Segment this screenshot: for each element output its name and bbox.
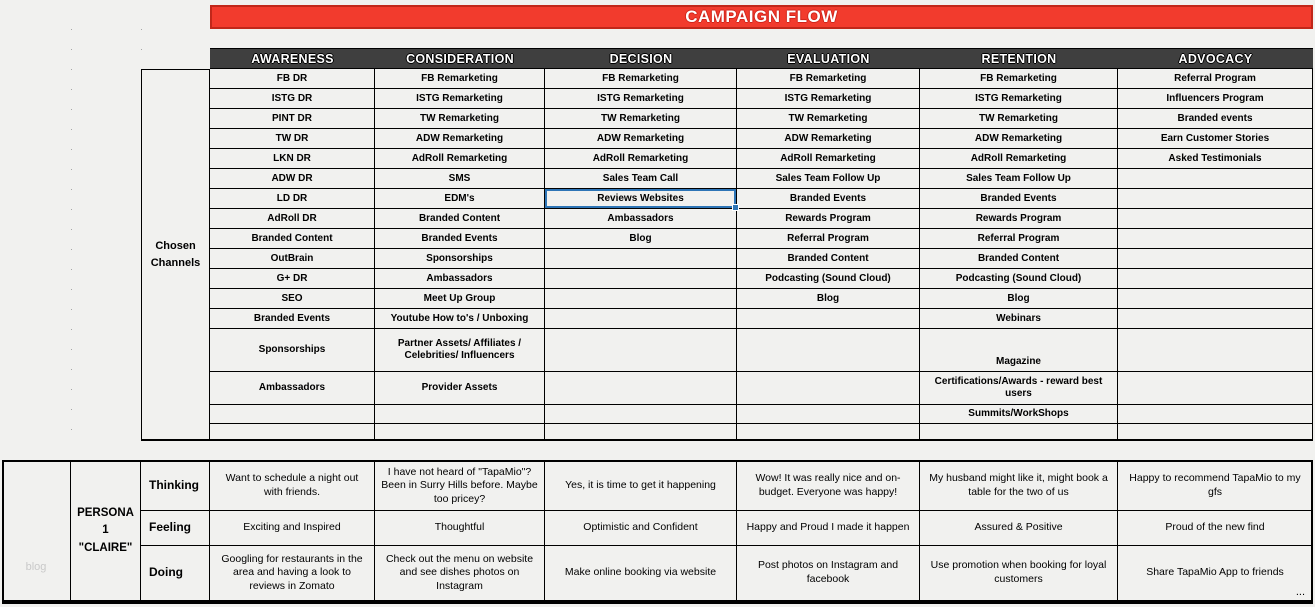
side-note-text: blog (25, 560, 47, 573)
channel-cell[interactable] (545, 372, 737, 405)
channel-cell[interactable]: Ambassadors (375, 269, 545, 289)
channel-cell[interactable]: SEO (210, 289, 375, 309)
persona-cell[interactable]: Check out the menu on website and see dishes photos on Instagram (375, 546, 545, 600)
channel-cell[interactable]: AdRoll Remarketing (375, 149, 545, 169)
channel-cell[interactable] (1118, 189, 1313, 209)
channel-cell[interactable]: Ambassadors (545, 209, 737, 229)
channel-cell[interactable] (1118, 229, 1313, 249)
channel-cell[interactable] (737, 372, 920, 405)
persona-name-cell[interactable] (71, 462, 141, 600)
channel-cell[interactable]: Blog (545, 229, 737, 249)
channel-cell[interactable]: Webinars (920, 309, 1118, 329)
channel-cell[interactable] (545, 405, 737, 424)
channel-cell[interactable] (1118, 309, 1313, 329)
column-header-advocacy[interactable]: ADVOCACY (1118, 48, 1313, 69)
channel-cell[interactable]: FB Remarketing (375, 69, 545, 89)
channel-cell[interactable]: Podcasting (Sound Cloud) (920, 269, 1118, 289)
channel-cell[interactable] (920, 424, 1118, 441)
channel-cell[interactable]: ISTG Remarketing (545, 89, 737, 109)
channel-cell[interactable]: Partner Assets/ Affiliates / Celebrities/ Influencers (375, 329, 545, 372)
channel-cell[interactable] (545, 309, 737, 329)
selected-cell[interactable]: Reviews Websites (545, 189, 737, 209)
channel-cell[interactable]: Sales Team Call (545, 169, 737, 189)
channel-cell[interactable]: Blog (920, 289, 1118, 309)
persona-name-line1: PERSONA 1 (77, 507, 134, 537)
row-label-feeling[interactable]: Feeling (141, 511, 210, 546)
page-title: CAMPAIGN FLOW (685, 7, 838, 26)
channel-cell[interactable]: Provider Assets (375, 372, 545, 405)
persona-cell[interactable]: Optimistic and Confident (545, 511, 737, 546)
channel-cell[interactable]: Branded Events (920, 189, 1118, 209)
channel-cell[interactable] (375, 424, 545, 441)
channel-cell[interactable] (1118, 372, 1313, 405)
channel-cell[interactable]: Branded events (1118, 109, 1313, 129)
column-header-consideration[interactable]: CONSIDERATION (375, 48, 545, 69)
persona-cell[interactable]: Proud of the new find (1118, 511, 1313, 546)
channel-cell[interactable]: Summits/WorkShops (920, 405, 1118, 424)
persona-cell[interactable]: Yes, it is time to get it happening (545, 462, 737, 511)
channel-cell[interactable]: ADW Remarketing (737, 129, 920, 149)
channel-cell[interactable] (210, 405, 375, 424)
gridline-dots (141, 29, 142, 69)
persona-cell[interactable]: My husband might like it, might book a table for the two of us (920, 462, 1118, 511)
channel-cell[interactable]: ADW Remarketing (375, 129, 545, 149)
channel-cell[interactable]: FB Remarketing (545, 69, 737, 89)
channel-cell[interactable] (737, 309, 920, 329)
channel-cell[interactable]: PINT DR (210, 109, 375, 129)
channel-cell[interactable]: Sales Team Follow Up (737, 169, 920, 189)
channel-cell[interactable] (1118, 405, 1313, 424)
channel-cell[interactable]: FB Remarketing (737, 69, 920, 89)
channel-cell[interactable]: TW Remarketing (920, 109, 1118, 129)
channel-cell[interactable]: Branded Events (210, 309, 375, 329)
channel-cell[interactable] (545, 269, 737, 289)
channel-cell[interactable]: AdRoll Remarketing (737, 149, 920, 169)
persona-cell[interactable]: Happy to recommend TapaMio to my gfs (1118, 462, 1313, 511)
persona-cell[interactable]: Exciting and Inspired (210, 511, 375, 546)
channel-cell[interactable]: AdRoll DR (210, 209, 375, 229)
channel-cell[interactable] (1118, 424, 1313, 441)
channel-cell[interactable] (737, 405, 920, 424)
row-group-label-chosen-channels[interactable] (141, 69, 210, 441)
channel-cell[interactable]: ADW Remarketing (545, 129, 737, 149)
channel-cell[interactable]: TW Remarketing (545, 109, 737, 129)
channel-cell[interactable]: Referral Program (737, 229, 920, 249)
row-group-label-text: Chosen Channels (150, 240, 201, 269)
channel-cell[interactable] (1118, 249, 1313, 269)
persona-cell[interactable]: I have not heard of "TapaMio"? Been in Surry Hills before. Maybe too pricey? (375, 462, 545, 511)
channel-cell[interactable]: Magazine (920, 329, 1118, 372)
column-header-awareness[interactable]: AWARENESS (210, 48, 375, 69)
channel-cell[interactable]: Ambassadors (210, 372, 375, 405)
channel-cell[interactable] (1118, 329, 1313, 372)
channel-cell[interactable]: Earn Customer Stories (1118, 129, 1313, 149)
channel-cell[interactable]: EDM's (375, 189, 545, 209)
persona-cell[interactable]: Happy and Proud I made it happen (737, 511, 920, 546)
channel-cell[interactable]: Youtube How to's / Unboxing (375, 309, 545, 329)
channel-cell[interactable]: Branded Events (737, 189, 920, 209)
channel-cell[interactable]: TW Remarketing (737, 109, 920, 129)
persona-name-line2: "CLAIRE" (78, 541, 133, 554)
channel-cell[interactable]: Asked Testimonials (1118, 149, 1313, 169)
channel-cell[interactable] (210, 424, 375, 441)
channel-cell[interactable] (545, 289, 737, 309)
channel-cell[interactable]: G+ DR (210, 269, 375, 289)
persona-cell[interactable]: Assured & Positive (920, 511, 1118, 546)
campaign-flow-banner[interactable] (210, 5, 1313, 29)
channel-cell[interactable]: Rewards Program (920, 209, 1118, 229)
gridline-dots (71, 29, 72, 443)
persona-cell[interactable]: Make online booking via website (545, 546, 737, 600)
channel-cell[interactable]: ISTG Remarketing (375, 89, 545, 109)
persona-cell[interactable]: Share TapaMio App to friends ... (1118, 546, 1313, 600)
channel-cell[interactable]: OutBrain (210, 249, 375, 269)
channel-cell[interactable] (545, 424, 737, 441)
channel-cell[interactable]: TW DR (210, 129, 375, 149)
channel-cell[interactable] (375, 405, 545, 424)
channel-cell[interactable]: LD DR (210, 189, 375, 209)
channel-cell[interactable]: ISTG Remarketing (920, 89, 1118, 109)
row-label-thinking[interactable]: Thinking (141, 462, 210, 511)
channel-cell[interactable]: Branded Content (920, 249, 1118, 269)
channel-cell[interactable]: Branded Events (375, 229, 545, 249)
channel-cell[interactable]: Sponsorships (210, 329, 375, 372)
channel-cell[interactable] (1118, 289, 1313, 309)
channel-cell[interactable] (737, 424, 920, 441)
channel-cell[interactable]: Sponsorships (375, 249, 545, 269)
truncation-ellipsis: ... (1295, 585, 1305, 598)
channel-cell[interactable]: Podcasting (Sound Cloud) (737, 269, 920, 289)
channel-cell[interactable]: Rewards Program (737, 209, 920, 229)
persona-cell[interactable]: Post photos on Instagram and facebook (737, 546, 920, 600)
channel-cell[interactable]: Blog (737, 289, 920, 309)
channel-cell[interactable]: ISTG Remarketing (737, 89, 920, 109)
channel-cell[interactable]: LKN DR (210, 149, 375, 169)
channel-cell[interactable]: Influencers Program (1118, 89, 1313, 109)
channel-cell[interactable]: Sales Team Follow Up (920, 169, 1118, 189)
channel-cell[interactable] (1118, 269, 1313, 289)
channel-cell[interactable]: AdRoll Remarketing (545, 149, 737, 169)
persona-cell[interactable]: Thoughtful (375, 511, 545, 546)
channel-cell[interactable]: Branded Content (375, 209, 545, 229)
channel-cell[interactable]: Certifications/Awards - reward best users (920, 372, 1118, 405)
channel-cell[interactable] (737, 329, 920, 372)
persona-cell[interactable]: Wow! It was really nice and on-budget. Everyone was happy! (737, 462, 920, 511)
channel-cell[interactable]: SMS (375, 169, 545, 189)
channel-cell[interactable]: ISTG DR (210, 89, 375, 109)
channel-cell[interactable]: Referral Program (920, 229, 1118, 249)
channel-cell[interactable]: ADW Remarketing (920, 129, 1118, 149)
channel-cell[interactable]: Branded Content (210, 229, 375, 249)
channel-cell[interactable]: Referral Program (1118, 69, 1313, 89)
channel-cell[interactable]: FB Remarketing (920, 69, 1118, 89)
channel-cell[interactable]: Branded Content (737, 249, 920, 269)
channel-cell[interactable] (1118, 209, 1313, 229)
column-header-retention[interactable]: RETENTION (920, 48, 1118, 69)
channel-cell[interactable] (545, 249, 737, 269)
channel-cell[interactable]: TW Remarketing (375, 109, 545, 129)
channel-cell[interactable]: FB DR (210, 69, 375, 89)
channel-cell[interactable]: Meet Up Group (375, 289, 545, 309)
persona-cell[interactable]: Use promotion when booking for loyal customers (920, 546, 1118, 600)
channel-cell[interactable] (1118, 169, 1313, 189)
channel-cell[interactable]: AdRoll Remarketing (920, 149, 1118, 169)
channel-cell[interactable]: ADW DR (210, 169, 375, 189)
persona-cell[interactable]: Googling for restaurants in the area and having a look to reviews in Zomato (210, 546, 375, 600)
persona-cell[interactable]: Want to schedule a night out with friends. (210, 462, 375, 511)
side-note-cell[interactable] (2, 462, 71, 600)
channel-cell[interactable] (545, 329, 737, 372)
column-header-decision[interactable]: DECISION (545, 48, 737, 69)
row-label-doing[interactable]: Doing (141, 546, 210, 600)
column-header-evaluation[interactable]: EVALUATION (737, 48, 920, 69)
